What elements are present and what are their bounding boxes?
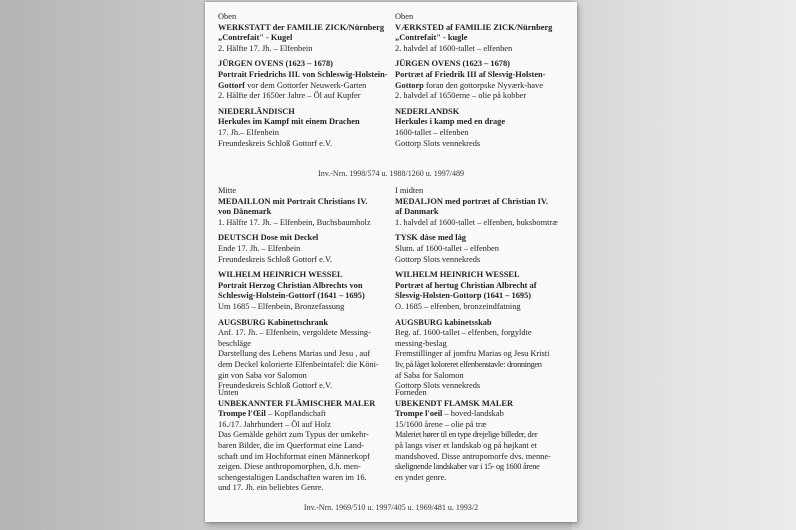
entry-detail: Gottorp Slots vennekreds (395, 381, 481, 391)
entry-detail: 17. Jh.– Elfenbein (218, 127, 279, 137)
label-entry (395, 233, 563, 265)
inventory-numbers-top: Inv.-Nrn. 1998/574 u. 1988/1260 u. 1997/489 (318, 169, 464, 178)
entry-detail: beschläge (218, 338, 252, 348)
entry-detail: 2. Hälfte der 1650er Jahre – Öl auf Kupfer (218, 91, 361, 101)
danish-top-section (395, 12, 563, 154)
danish-bottom-section (395, 388, 563, 488)
entry-detail: Maleriet hører til en type drejelige billeder, der (395, 430, 538, 440)
entry-subtitle-tail: vor dem Gottorfer Neuwerk-Garten (244, 80, 367, 90)
entry-title: VÆRKSTED af FAMILIE ZICK/Nürnberg (395, 22, 553, 32)
german-middle-section (218, 186, 396, 397)
wall-background-right (572, 0, 796, 530)
label-entry (218, 270, 396, 312)
label-entry (395, 318, 563, 392)
label-entry (218, 59, 396, 101)
entry-detail: baren Bilder, die im Querformat eine Land- (218, 440, 364, 450)
entry-detail: 16./17. Jahrhundert – Öl auf Holz (218, 419, 331, 429)
entry-subtitle: Portræt af hertug Christian Albrecht af (395, 280, 537, 290)
entry-title: AUGSBURG kabinetsskab (395, 317, 492, 327)
entry-subtitle: Portrait Friedrichs III. von Schleswig-Holstein- (218, 69, 388, 79)
entry-detail: Freundeskreis Schloß Gottorf e.V. (218, 381, 333, 391)
entry-title: TYSK dåse med låg (395, 233, 466, 243)
entry-title: von Dänemark (218, 207, 272, 217)
entry-detail: på langs viser et landskab og på højkant et (395, 440, 537, 450)
entry-detail: Freundeskreis Schloß Gottorf e.V. (218, 138, 333, 148)
entry-title: WERKSTATT der FAMILIE ZICK/Nürnberg (218, 22, 385, 32)
entry-detail: 1. halvdel af 1600-tallet – elfenben, buksbomtræ (395, 217, 558, 227)
label-entry (218, 233, 396, 265)
section-heading: Unten (218, 388, 239, 397)
section-heading: I midten (395, 186, 424, 195)
entry-detail: schaft und im Hochformat einen Männerkopf (218, 451, 370, 461)
label-entry (395, 270, 563, 312)
label-entry (218, 399, 396, 494)
entry-subtitle: Portræt af Friedrik III af Slesvig-Holsten- (395, 69, 546, 79)
entry-detail: mandshoved. Disse antropomorfe dvs. menne- (395, 451, 551, 461)
entry-title: WILHELM HEINRICH WESSEL (218, 270, 343, 280)
entry-title: af Danmark (395, 207, 439, 217)
entry-title: WILHELM HEINRICH WESSEL (395, 270, 520, 280)
entry-title: MEDALJON med portræt af Christian IV. (395, 196, 548, 206)
entry-detail: Darstellung des Lebens Marias und Jesu , auf (218, 349, 371, 359)
label-entry (395, 107, 563, 149)
label-entry (395, 59, 563, 101)
entry-title: UNBEKANNTER FLÄMISCHER MALER (218, 398, 376, 408)
entry-detail: und 17. Jh. ein beliebtes Genre. (218, 483, 324, 493)
german-top-section (218, 12, 396, 154)
section-heading: Oben (395, 12, 414, 21)
entry-detail: Gottorp Slots vennekreds (395, 138, 481, 148)
entry-subtitle: Herkules im Kampf mit einem Drachen (218, 117, 360, 127)
entry-title: UBEKENDT FLAMSK MALER (395, 398, 514, 408)
entry-title: NIEDERLÄNDISCH (218, 106, 295, 116)
entry-subtitle: Slesvig-Holsten-Gottorp (1641 – 1695) (395, 291, 532, 301)
entry-title: NEDERLANDSK (395, 106, 460, 116)
museum-label-panel (205, 2, 577, 522)
entry-detail: messing-beslag (395, 338, 447, 348)
entry-subtitle: Schleswig-Holstein-Gottorf (1641 – 1695) (218, 291, 365, 301)
entry-detail: Das Gemälde gehört zum Typus der umkehr- (218, 430, 369, 440)
entry-detail: zeigen. Diese anthropomorphen, d.h. men- (218, 462, 361, 472)
danish-middle-section (395, 186, 563, 397)
entry-detail: af Saba for Salomon (395, 370, 464, 380)
label-entry (218, 23, 396, 55)
entry-detail: liv, på låget koloreret elfenbenstavle: dronningen (395, 359, 542, 369)
entry-detail: dem Deckel kolorierte Elfenbeintafel: die Köni- (218, 359, 379, 369)
entry-title: JÜRGEN OVENS (1623 – 1678) (395, 59, 510, 69)
entry-subtitle: Trompe l'Œil (218, 409, 266, 419)
entry-subtitle: Trompe l'oeil (395, 409, 443, 419)
entry-detail: Freundeskreis Schloß Gottorf e.V. (218, 254, 333, 264)
entry-detail: 1600-tallet – elfenben (395, 127, 469, 137)
section-heading: Mitte (218, 186, 237, 195)
entry-title: MEDAILLON mit Portrait Christians IV. (218, 196, 368, 206)
entry-detail: 2. Hälfte 17. Jh. – Elfenbein (218, 43, 313, 53)
entry-detail: 2. halvdel af 1650erne – olie på kobber (395, 91, 527, 101)
entry-detail: Gottorp Slots vennekreds (395, 254, 481, 264)
label-entry (218, 197, 396, 229)
entry-subtitle: Gottorf (218, 80, 245, 90)
entry-detail: 2. halvdel af 1600-tallet – elfenben (395, 43, 513, 53)
entry-subtitle-tail: – Kopflandschaft (265, 409, 326, 419)
entry-subtitle-tail: – hoved-landskab (442, 409, 504, 419)
entry-title: AUGSBURG Kabinettschrank (218, 317, 329, 327)
entry-detail: skelignende landskaber var i 15- og 1600 årene (395, 462, 540, 472)
inventory-numbers-bottom: Inv.-Nrn. 1969/510 u. 1997/405 u. 1969/481 u. 1993/2 (303, 503, 479, 512)
entry-subtitle: Gottorp (395, 80, 424, 90)
entry-detail: Slutn. af 1600-tallet – elfenben (395, 243, 499, 253)
entry-subtitle-tail: foran den gottorpske Nyværk-have (423, 80, 543, 90)
entry-detail: O. 1685 – elfenben, bronzeindfatning (395, 301, 521, 311)
entry-subtitle: Portrait Herzog Christian Albrechts von (218, 280, 363, 290)
german-bottom-section (218, 388, 396, 499)
entry-title: JÜRGEN OVENS (1623 – 1678) (218, 59, 333, 69)
entry-detail: 15/1600 årene – olie på træ (395, 419, 487, 429)
entry-detail: en yndet genre. (395, 472, 447, 482)
entry-subtitle: „Contrefait" - kugle (395, 33, 468, 43)
entry-subtitle: Herkules i kamp med en drage (395, 117, 506, 127)
entry-detail: 1. Hälfte 17. Jh. – Elfenbein, Buchsbaumholz (218, 217, 371, 227)
section-heading: Oben (218, 12, 237, 21)
entry-title: DEUTSCH Dose mit Deckel (218, 233, 319, 243)
entry-detail: Um 1685 – Elfenbein, Bronzefassung (218, 301, 345, 311)
entry-subtitle: „Contrefait" - Kugel (218, 33, 293, 43)
entry-detail: Fremstillinger af jomfru Marias og Jesu Kristi (395, 349, 550, 359)
label-entry (218, 107, 396, 149)
label-entry (395, 399, 563, 484)
label-entry (395, 197, 563, 229)
wall-background-left (0, 0, 215, 530)
label-entry (395, 23, 563, 55)
entry-detail: Ende 17. Jh. – Elfenbein (218, 243, 301, 253)
section-heading: Forneden (395, 388, 427, 397)
label-entry (218, 318, 396, 392)
entry-detail: gin von Saba vor Salomon (218, 370, 307, 380)
entry-detail: schengestaltigen Landschaften waren im 16. (218, 472, 367, 482)
entry-detail: Beg. af. 1600-tallet – elfenben, forgyldte (395, 328, 532, 338)
entry-detail: Anf. 17. Jh. – Elfenbein, vergoldete Messing- (218, 328, 371, 338)
